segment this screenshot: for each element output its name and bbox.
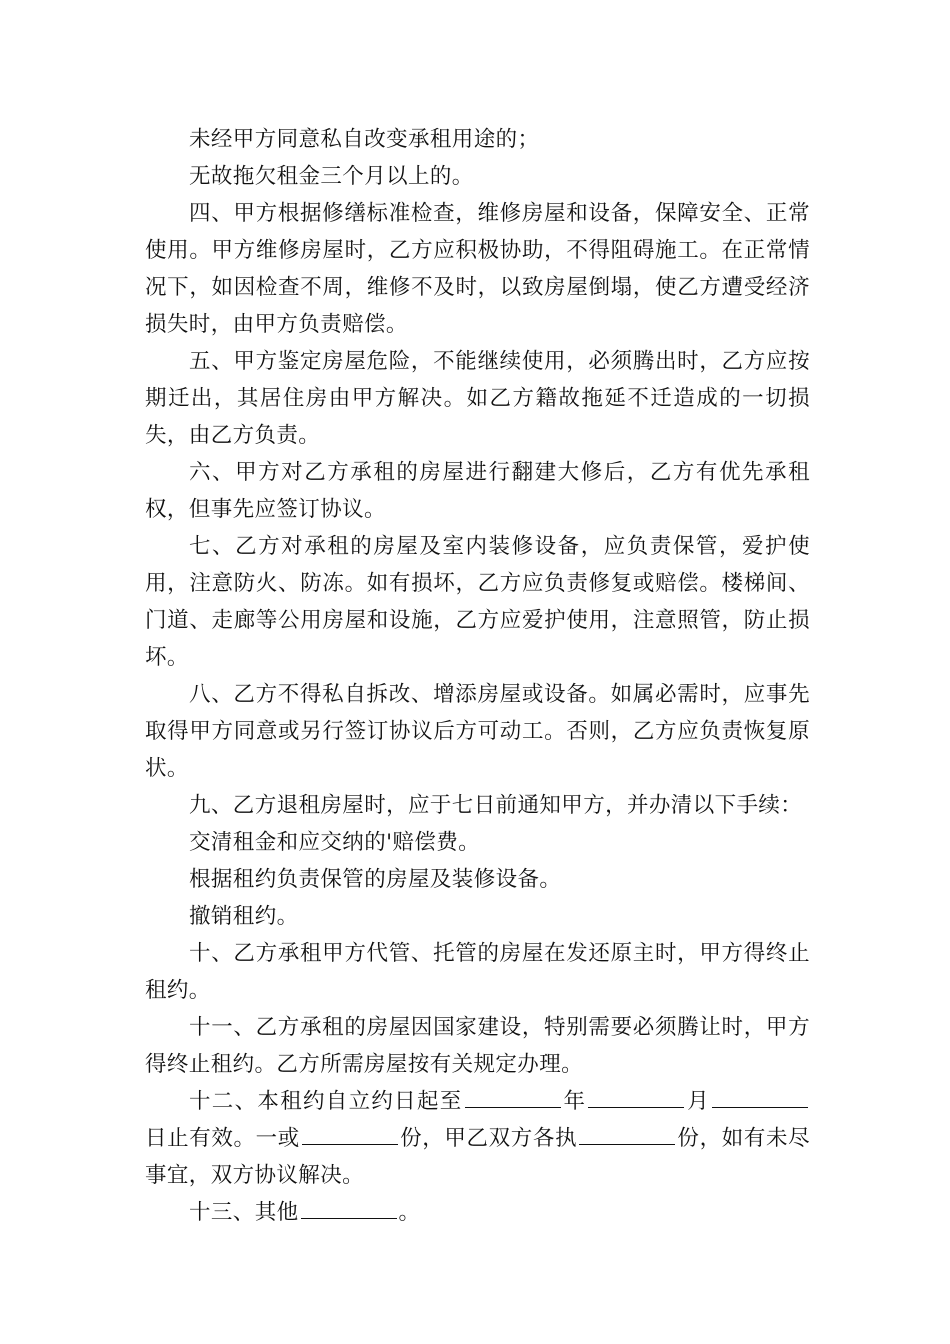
clause-12-text: 日止有效。一或 [145, 1126, 300, 1151]
clause-12-text: 年 [562, 1089, 587, 1114]
clause-13 [145, 1194, 810, 1231]
paragraph: 无故拖欠租金三个月以上的。 [189, 164, 474, 189]
clause-12-text: 份，如有未尽事宜，双方协议解决。 [145, 1126, 810, 1188]
clause-12-text: 十二、本租约自立约日起至 [189, 1089, 463, 1114]
clause-13-text: 。 [398, 1200, 421, 1225]
fill-blank-other[interactable] [301, 1196, 397, 1219]
paragraph: 根据租约负责保管的房屋及装修设备。 [189, 867, 562, 892]
paragraph: 撤销租约。 [189, 904, 299, 929]
clause-12-text: 月 [686, 1089, 710, 1114]
fill-blank-end-year[interactable] [465, 1085, 561, 1108]
paragraph: 五、甲方鉴定房屋危险，不能继续使用，必须腾出时，乙方应按期迁出，其居住房由甲方解决。如乙方籍故拖延不迁造成的一切损失，由乙方负责。 [145, 349, 810, 448]
paragraph: 四、甲方根据修缮标准检查，维修房屋和设备，保障安全、正常使用。甲方维修房屋时，乙方应积极协助，不得阻碍施工。在正常情况下，如因检查不周，维修不及时，以致房屋倒塌，使乙方遭受经济损失时，由甲方负责赔偿。 [145, 201, 810, 337]
clause-13-text: 十三、其他 [189, 1200, 299, 1225]
paragraph: 十、乙方承租甲方代管、托管的房屋在发还原主时，甲方得终止租约。 [145, 941, 810, 1003]
paragraph: 七、乙方对承租的房屋及室内装修设备，应负责保管，爱护使用，注意防火、防冻。如有损坏，乙方应负责修复或赔偿。楼梯间、门道、走廊等公用房屋和设施，乙方应爱护使用，注意照管，防止损坏。 [145, 534, 810, 670]
document-page [145, 121, 810, 1231]
fill-blank-end-month[interactable] [588, 1085, 684, 1108]
fill-blank-copies-total[interactable] [302, 1122, 398, 1145]
paragraph: 九、乙方退租房屋时，应于七日前通知甲方，并办清以下手续： [189, 793, 803, 818]
paragraph: 未经甲方同意私自改变承租用途的； [189, 127, 540, 152]
clause-12-text: 份，甲乙双方各执 [399, 1126, 578, 1151]
paragraph: 六、甲方对乙方承租的房屋进行翻建大修后，乙方有优先承租权，但事先应签订协议。 [145, 460, 810, 522]
paragraph: 十一、乙方承租的房屋因国家建设，特别需要必须腾让时，甲方得终止租约。乙方所需房屋按有关规定办理。 [145, 1015, 810, 1077]
paragraph: 八、乙方不得私自拆改、增添房屋或设备。如属必需时，应事先取得甲方同意或另行签订协议后方可动工。否则，乙方应负责恢复原状。 [145, 682, 810, 781]
paragraph: 交清租金和应交纳的'赔偿费。 [189, 830, 481, 855]
clause-12 [145, 1083, 810, 1194]
fill-blank-end-day[interactable] [712, 1085, 808, 1108]
fill-blank-copies-each[interactable] [579, 1122, 675, 1145]
